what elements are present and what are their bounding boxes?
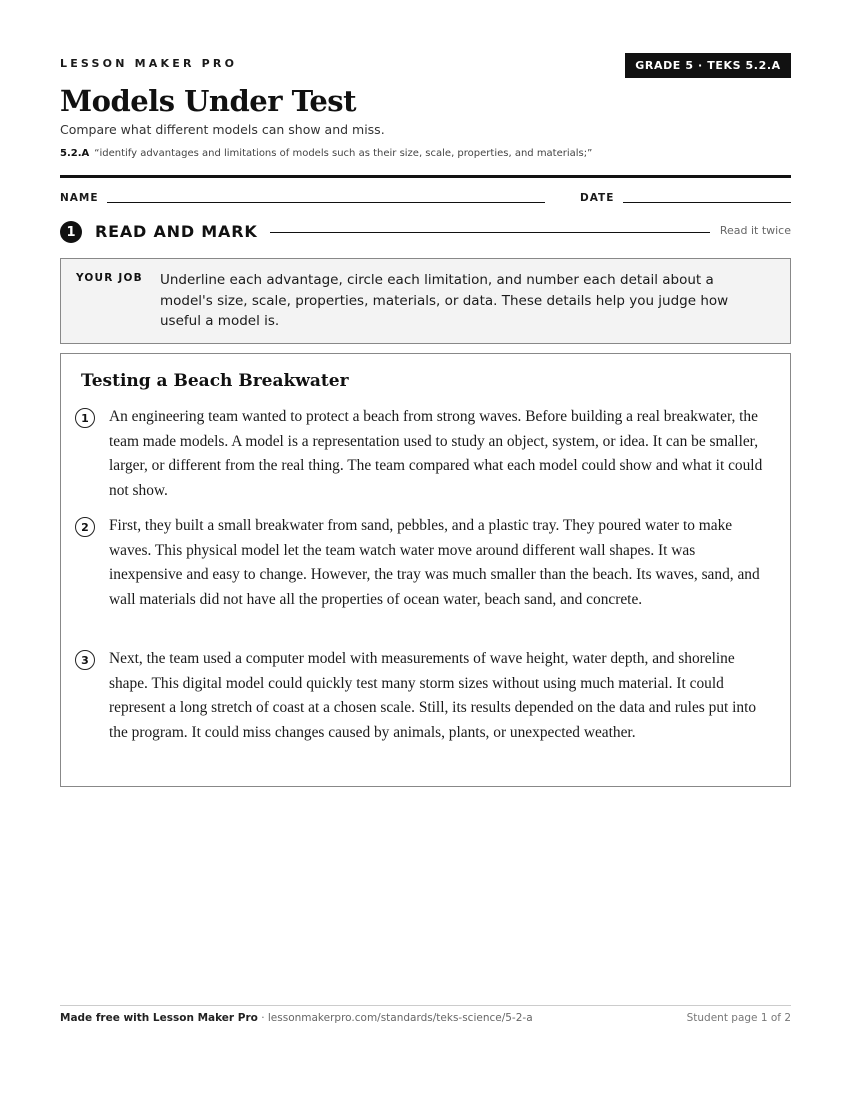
name-field[interactable] xyxy=(107,202,545,203)
paragraph-text: First, they built a small breakwater from sand, pebbles, and a plastic tray. They poured water to make waves. This physical model let the team watch water move around different wall shapes. It was inexpensive and easy to change. However, the tray was much smaller than the beach. Its waves, sand, and wall materials did not have all the properties of ocean water, beach sand, and concrete. xyxy=(109,517,760,608)
section-header xyxy=(60,220,791,244)
reading-title: Testing a Beach Breakwater xyxy=(81,371,349,391)
date-field[interactable] xyxy=(623,202,791,203)
section-note: Read it twice xyxy=(719,224,791,237)
page-title: Models Under Test xyxy=(60,84,357,118)
footer-credit xyxy=(60,1012,533,1024)
paragraph-text: Next, the team used a computer model with measurements of wave height, water depth, and shoreline shape. This digital model could quickly test many storm sizes without using much material. It could represent a long stretch of coast at a chosen scale. Still, its results depended on the data and rules put into the program. It could miss changes caused by animals, plants, or unexpected weather. xyxy=(109,650,757,741)
standard-text: “identify advantages and limitations of models such as their size, scale, properties, and materials;” xyxy=(94,148,593,159)
paragraph-text: An engineering team wanted to protect a beach from strong waves. Before building a real breakwater, the team made models. A model is a representation used to study an object, system, or idea. It can be smaller, larger, or different from the real thing. The team compared what each model could show and what it could not show. xyxy=(109,408,763,499)
name-label: NAME xyxy=(60,192,99,204)
section-divider xyxy=(270,232,710,233)
grade-badge: GRADE 5 · TEKS 5.2.A xyxy=(625,53,791,78)
standard-code: 5.2.A xyxy=(60,148,90,159)
standard-line xyxy=(60,148,592,159)
page-subtitle: Compare what different models can show and miss. xyxy=(60,122,385,137)
your-job-box xyxy=(60,258,791,344)
footer-url[interactable]: · lessonmakerpro.com/standards/teks-science/5-2-a xyxy=(257,1012,533,1024)
paragraph-number: 3 xyxy=(75,650,95,670)
footer-page-number: Student page 1 of 2 xyxy=(686,1012,791,1024)
paragraph-3 xyxy=(75,647,765,745)
reading-passage xyxy=(60,353,791,787)
footer-made-with: Made free with Lesson Maker Pro xyxy=(60,1012,258,1024)
your-job-label: YOUR JOB xyxy=(76,272,143,284)
name-date-row xyxy=(60,192,791,206)
header-divider xyxy=(60,175,791,178)
footer-divider xyxy=(60,1005,791,1006)
your-job-text: Underline each advantage, circle each limitation, and number each detail about a model's size, scale, properties, materials, or data. These details help you judge how useful a model is. xyxy=(160,272,729,329)
paragraph-2 xyxy=(75,514,765,612)
worksheet-page xyxy=(60,0,791,1100)
section-number-badge: 1 xyxy=(60,221,82,243)
date-label: DATE xyxy=(580,192,615,204)
paragraph-number: 2 xyxy=(75,517,95,537)
section-title: READ AND MARK xyxy=(95,222,258,241)
paragraph-number: 1 xyxy=(75,408,95,428)
paragraph-1 xyxy=(75,405,765,503)
brand-name: LESSON MAKER PRO xyxy=(60,57,238,70)
